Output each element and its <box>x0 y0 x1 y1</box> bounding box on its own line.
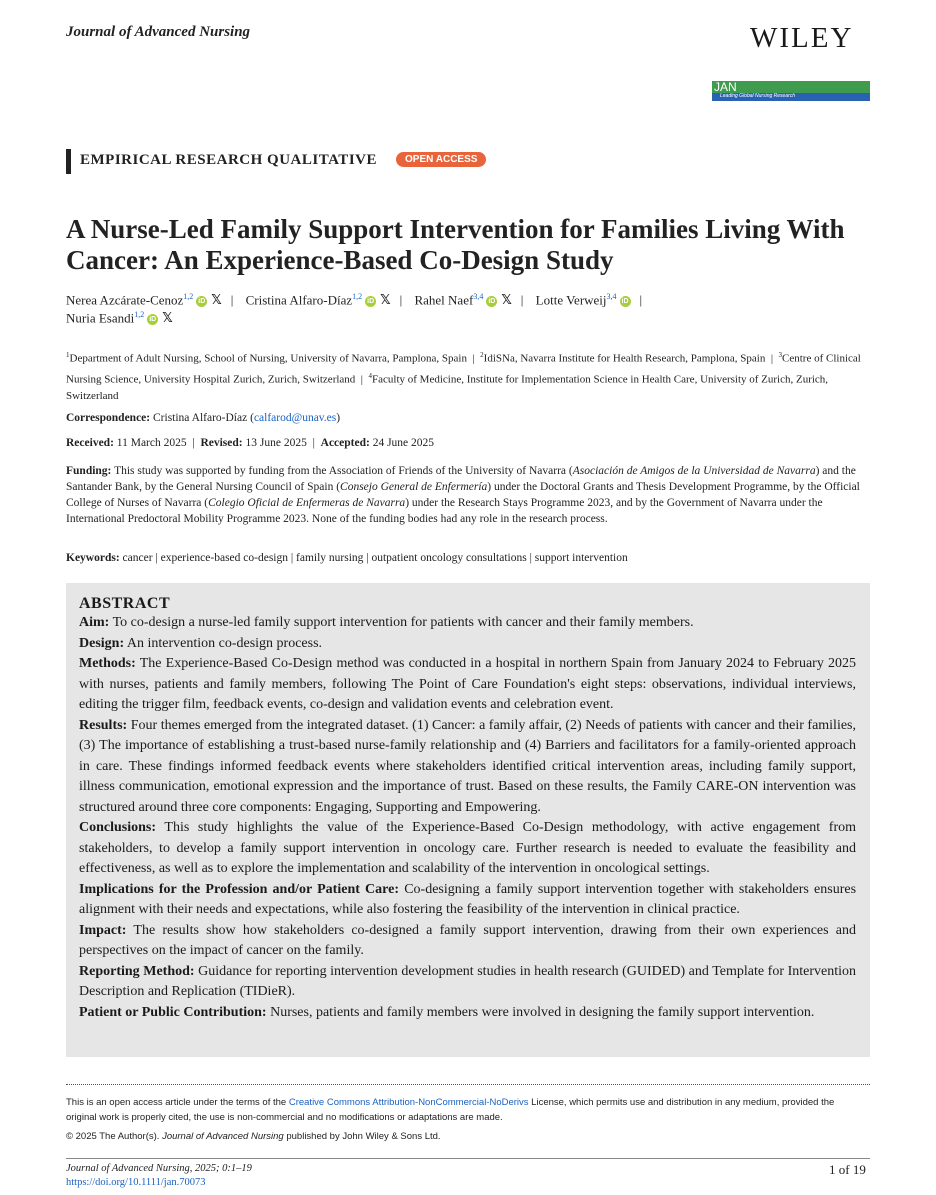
author-name[interactable]: Nuria Esandi <box>66 310 135 326</box>
abstract-section: Methods: The Experience-Based Co-Design method was conducted in a hospital in northern Spain from January 2024 to February 2025 with nurses, patients and family members, following The Point of Care Foundation's eight steps: observations, individual interviews, editing the trigger film, feedback events, co-design and validation events and celebration event. <box>79 656 856 712</box>
x-twitter-icon[interactable]: 𝕏 <box>211 293 222 309</box>
orcid-icon[interactable]: iD <box>621 298 629 306</box>
author-name[interactable]: Cristina Alfaro-Díaz <box>245 292 353 308</box>
orcid-icon[interactable]: iD <box>488 298 496 306</box>
author-name[interactable]: Rahel Naef <box>414 292 474 308</box>
open-access-badge: OPEN ACCESS <box>396 152 486 167</box>
orcid-icon[interactable]: iD <box>149 316 157 324</box>
x-twitter-icon[interactable]: 𝕏 <box>380 293 391 309</box>
article-type: EMPIRICAL RESEARCH QUALITATIVE <box>80 152 377 168</box>
abstract-section: Implications for the Profession and/or Patient Care: Co-designing a family support intervention together with stakeholders ensures alignment with their needs and expectations, while also fostering the feasibility of the intervention in clinical practice. <box>79 881 857 917</box>
funding: Funding: This study was supported by funding from the Association of Friends of the University of Navarra (Asociación de Amigos de la Universidad de Navarra) and the Santander Bank, by the General Nursing Council of Spain (Consejo General de Enfermería) under the Doctoral Grants and Thesis Development Programme, by the Official College of Nurses of Navarra (Colegio Oficial de Enfermeras de Navarra) under the Research Stays Programme 2023, and by the Government of Navarra under the International Predoctoral Mobility Programme 2023. None of the funding bodies had any role in the research process. <box>66 465 860 525</box>
abstract-section: Results: Four themes emerged from the integrated dataset. (1) Cancer: a family affair, (2) Needs of patients with cancer and their families, (3) The importance of establishing a trust-based nurse-family relationship and (4) Barriers and facilitators for a family-oriented approach in care. These findings informed feedback events where stakeholders identified critical intervention areas, including family support, illness communication, emotional expression and the importance of trust. Based on these results, the Family CARE-ON intervention was structured around three core components: Engaging, Supporting and Empowering. <box>79 717 856 815</box>
correspondence: Correspondence: Cristina Alfaro-Díaz (calfarod@unav.es) <box>66 412 341 424</box>
affiliations: $^1$Department of Adult Nursing, School of Nursing, University of Navarra, Pamplona, Spain | $^2$IdiSNa, Navarra Institute for Health Research, Pamplona, Spain | $^3$Centre of Clinical Nursing Science, University Hospital Zurich, Zurich, Switzerland | $^4$Faculty of Medicine, Institute for Implementation Science in Health Care, University of Zurich, Zurich, Switzerland <box>66 351 861 403</box>
email-link[interactable]: calfarod@unav.es <box>253 412 337 424</box>
abstract-heading: ABSTRACT <box>79 595 171 612</box>
orcid-icon[interactable]: iD <box>367 298 375 306</box>
footer-divider <box>66 1158 870 1159</box>
author-affil: 1,2 <box>134 310 145 319</box>
license-link[interactable]: Creative Commons Attribution-NonCommercial-NoDerivs <box>288 1097 529 1108</box>
author-affil: 3,4 <box>473 292 484 301</box>
section-bar <box>66 149 71 174</box>
copyright: © 2025 The Author(s). Journal of Advanced Nursing published by John Wiley & Sons Ltd. <box>66 1131 441 1142</box>
page-number: 1 of 19 <box>829 1162 866 1177</box>
license-text: This is an open access article under the terms of the Creative Commons Attribution-NonCommercial-NoDerivs License, which permits use and distribution in any medium, provided the original work is properly cited, the use is non-commercial and no modifications or adaptations are made. <box>66 1097 835 1123</box>
orcid-icon[interactable]: iD <box>198 298 206 306</box>
doi-link[interactable]: https://doi.org/10.1111/jan.70073 <box>66 1177 206 1188</box>
author-affil: 1,2 <box>352 292 363 301</box>
abstract-section: Aim: To co-design a nurse-led family support intervention for patients with cancer and their family members. <box>79 615 694 630</box>
abstract-section: Design: An intervention co-design process. <box>79 635 323 651</box>
abstract-box <box>66 583 870 1057</box>
author-affil: 3,4 <box>606 292 617 301</box>
footer-citation: Journal of Advanced Nursing, 2025; 0:1–19 <box>66 1163 252 1174</box>
publisher-logo[interactable]: WILEY <box>750 22 854 54</box>
abstract-section: Conclusions: This study highlights the value of the Experience-Based Co-Design methodology, with active engagement from stakeholders, to develop a family support intervention in oncology care. Further research is needed to evaluate the feasibility and effectiveness, as well as to explore the implementation and scalability of the intervention in oncological settings. <box>79 820 856 876</box>
abstract-section: Patient or Public Contribution: Nurses, patients and family members were involved in designing the family support intervention. <box>79 1004 815 1020</box>
author-name[interactable]: Lotte Verweij <box>535 292 607 308</box>
article-title: A Nurse-Led Family Support Intervention for Families Living With Cancer: An Experience-Based Co-Design Study <box>66 214 845 275</box>
journal-name: Journal of Advanced Nursing <box>66 24 251 40</box>
x-twitter-icon[interactable]: 𝕏 <box>501 293 512 309</box>
jan-logo[interactable] <box>712 81 870 101</box>
author-affil: 1,2 <box>183 292 194 301</box>
jan-logo-tagline: Leading Global Nursing Research <box>720 93 796 99</box>
divider <box>66 1084 870 1085</box>
jan-logo-text: JAN <box>714 80 737 94</box>
dates: Received: 11 March 2025 | Revised: 13 June 2025 | Accepted: 24 June 2025 <box>66 437 435 449</box>
x-twitter-icon[interactable]: 𝕏 <box>162 311 173 327</box>
author-list-line2 <box>66 310 173 326</box>
keywords: Keywords: cancer | experience-based co-design | family nursing | outpatient oncology consultations | support intervention <box>66 552 628 564</box>
author-list: Nerea Azcárate-Cenoz$^{1,2}$iD 𝕏 | Cristina Alfaro-Díaz$^{1,2}$iD 𝕏 | Rahel Naef$^{3,4}$iD 𝕏 | Lotte Verweij$^{3,4}$iD | <box>66 292 643 309</box>
author-name[interactable]: Nerea Azcárate-Cenoz <box>66 292 184 308</box>
abstract-section: Reporting Method: Guidance for reporting intervention development studies in health research (GUIDED) and Template for Intervention Description and Replication (TIDieR). <box>79 963 856 999</box>
abstract-section: Impact: The results show how stakeholders co-designed a family support intervention, drawing from their own experiences and perspectives on the impact of cancer on the family. <box>79 922 857 958</box>
